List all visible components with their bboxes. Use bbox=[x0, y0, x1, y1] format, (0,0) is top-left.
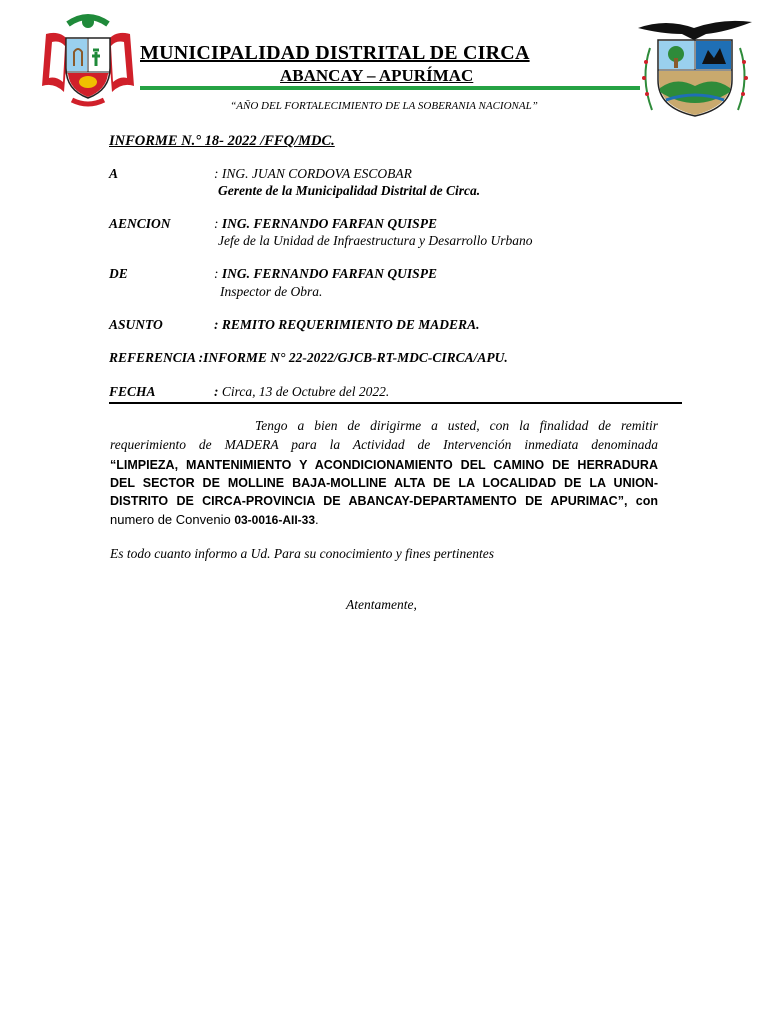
field-a-value: : ING. JUAN CORDOVA ESCOBAR bbox=[214, 166, 412, 181]
field-atencion-label: AENCION bbox=[109, 216, 171, 231]
field-atencion-sub: Jefe de la Unidad de Infraestructura y Desarrollo Urbano bbox=[218, 233, 533, 248]
convenio-line bbox=[110, 512, 319, 527]
field-de-label: DE bbox=[109, 266, 128, 281]
municipality-title: MUNICIPALIDAD DISTRITAL DE CIRCA bbox=[140, 42, 530, 64]
field-atencion-sep: : bbox=[214, 216, 219, 231]
project-name-line2: DEL SECTOR DE MOLLINE BAJA-MOLLINE ALTA DE LA LOCALIDAD DE LA UNION- bbox=[110, 476, 658, 490]
field-asunto-value: : REMITO REQUERIMIENTO DE MADERA. bbox=[214, 317, 480, 332]
header-fields-divider bbox=[109, 402, 682, 404]
body-paragraph-line2: requerimiento de MADERA para la Actividad de Intervención inmediata denominada bbox=[110, 437, 658, 452]
field-fecha-line bbox=[214, 384, 389, 400]
closing-paragraph: Es todo cuanto informo a Ud. Para su conocimiento y fines pertinentes bbox=[110, 546, 494, 561]
field-atencion-line bbox=[214, 216, 437, 232]
field-a-sub: Gerente de la Municipalidad Distrital de Circa. bbox=[218, 183, 481, 198]
field-referencia: REFERENCIA :INFORME N° 22-2022/GJCB-RT-MDC-CIRCA/APU. bbox=[109, 350, 508, 365]
field-asunto-label: ASUNTO bbox=[109, 317, 163, 332]
field-de-sub: Inspector de Obra. bbox=[220, 284, 323, 299]
informe-number: INFORME N.° 18- 2022 /FFQ/MDC. bbox=[109, 133, 335, 149]
project-name-line1: “LIMPIEZA, MANTENIMIENTO Y ACONDICIONAMIENTO DEL CAMINO DE HERRADURA bbox=[110, 458, 658, 472]
field-fecha-sep: : bbox=[214, 384, 219, 399]
convenio-end: . bbox=[315, 512, 319, 527]
sign-off: Atentamente, bbox=[346, 597, 417, 612]
field-de-value: ING. FERNANDO FARFAN QUISPE bbox=[218, 266, 437, 281]
project-name-line3: DISTRITO DE CIRCA-PROVINCIA DE ABANCAY-DEPARTAMENTO DE APURIMAC”, con bbox=[110, 494, 658, 508]
field-de-sep: : bbox=[214, 266, 219, 281]
convenio-code: 03-0016-AII-33 bbox=[234, 513, 316, 527]
header-divider bbox=[140, 86, 640, 90]
convenio-text: numero de Convenio bbox=[110, 512, 235, 527]
year-motto: “AÑO DEL FORTALECIMIENTO DE LA SOBERANIA NACIONAL” bbox=[230, 100, 538, 112]
peru-coat-of-arms-icon bbox=[38, 12, 138, 110]
body-paragraph-line1: Tengo a bien de dirigirme a usted, con la finalidad de remitir bbox=[255, 418, 658, 433]
field-a-label: A bbox=[109, 166, 119, 181]
municipality-location: ABANCAY – APURÍMAC bbox=[280, 66, 474, 85]
field-de-line bbox=[214, 266, 437, 282]
field-atencion-value: ING. FERNANDO FARFAN QUISPE bbox=[218, 216, 437, 231]
field-fecha-value: Circa, 13 de Octubre del 2022. bbox=[218, 384, 390, 399]
field-fecha-label: FECHA bbox=[109, 384, 156, 399]
